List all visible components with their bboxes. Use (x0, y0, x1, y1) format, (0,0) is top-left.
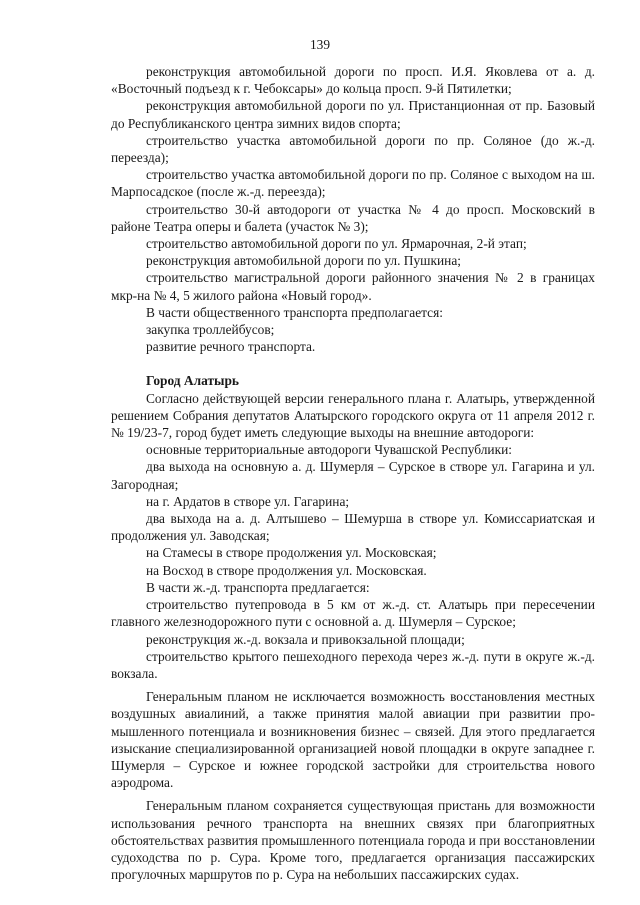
paragraph: на г. Ардатов в створе ул. Гагарина; (146, 493, 350, 509)
paragraph: Согласно действующей версии генерального плана г. Алатырь, утвержденной решением Собрания депутатов Алатырского городского округа от 11 апреля 2012 г. № 19/23-7, город будет иметь следующие выходы на внешние автодороги: (111, 390, 595, 441)
paragraph: строительство автомобильной дороги по ул. Ярмарочная, 2-й этап; (146, 236, 527, 252)
paragraph: реконструкция автомобильной дороги по просп. И.Я. Яковлева от а. д. «Восточный подъезд к г. Чебоксары» до кольца просп. 9-й Пятилетки; (111, 64, 595, 97)
paragraph: реконструкция ж.-д. вокзала и привокзальной площади; (146, 631, 465, 647)
document-body (111, 63, 595, 883)
paragraph: строительство крытого пешеходного перехода через ж.-д. пути в округе ж.-д. вокзала. (111, 648, 595, 681)
paragraph: Генеральным планом не исключается возможность восстановления местных воздушных авиалиний, а также принятия малой авиации при развитии промышленного потенциала и возникновения бизнес – связей. Для этого предлагается изыскание специализированной организацией новой площадки в округе западнее г. Шумерля – Сурское и южнее городской застройки для строительства нового аэродрома. (111, 689, 595, 791)
paragraph: В части ж.-д. транспорта предлагается: (146, 579, 370, 595)
paragraph: реконструкция автомобильной дороги по ул. Пушкина; (146, 253, 461, 269)
paragraph: развитие речного транспорта. (146, 339, 316, 355)
paragraph: основные территориальные автодороги Чувашской Республики: (146, 442, 512, 458)
paragraph: строительство участка автомобильной дороги по пр. Соляное с выходом на ш. Марпосадское (после ж.-д. переезда); (111, 167, 595, 200)
page-number: 139 (309, 37, 331, 52)
section-heading: Город Алатырь (146, 373, 240, 389)
paragraph: строительство участка автомобильной дороги по пр. Соляное (до ж.-д. переезда); (111, 132, 595, 166)
paragraph: строительство магистральной дороги районного значения № 2 в границах мкр-на № 4, 5 жилого района «Новый город». (111, 270, 595, 303)
paragraph: два выхода на а. д. Алтышево – Шемурша в створе ул. Комиссариатская и продолжения ул. Заводская; (111, 511, 595, 544)
paragraph: на Стамесы в створе продолжения ул. Московская; (146, 545, 437, 561)
paragraph: В части общественного транспорта предполагается: (146, 304, 443, 320)
paragraph: реконструкция автомобильной дороги по ул. Пристанционная от пр. Базовый до Республиканского центра зимних видов спорта; (111, 98, 595, 131)
paragraph: строительство путепровода в 5 км от ж.-д. ст. Алатырь при пересечении главного железнодорожного пути с основной а. д. Шумерля – Сурское; (111, 597, 595, 630)
paragraph: закупка троллейбусов; (146, 322, 275, 338)
paragraph: два выхода на основную а. д. Шумерля – Сурское в створе ул. Гагарина и ул. Загородная; (111, 459, 595, 492)
paragraph: строительство 30-й автодороги от участка № 4 до просп. Московский в районе Театра оперы и балета (участок № 3); (111, 201, 595, 234)
paragraph: Генеральным планом сохраняется существующая пристань для возможности использования речного транспорта на внешних связях при благоприятных обстоятельствах развития промышленного потенциала города и при восстановлении судоходства по р. Сура. Кроме того, предлагается организация пассажирских прогулочных маршрутов по р. Сура на небольших пассажирских судах. (111, 798, 595, 883)
paragraph: на Восход в створе продолжения ул. Московская. (146, 562, 427, 578)
